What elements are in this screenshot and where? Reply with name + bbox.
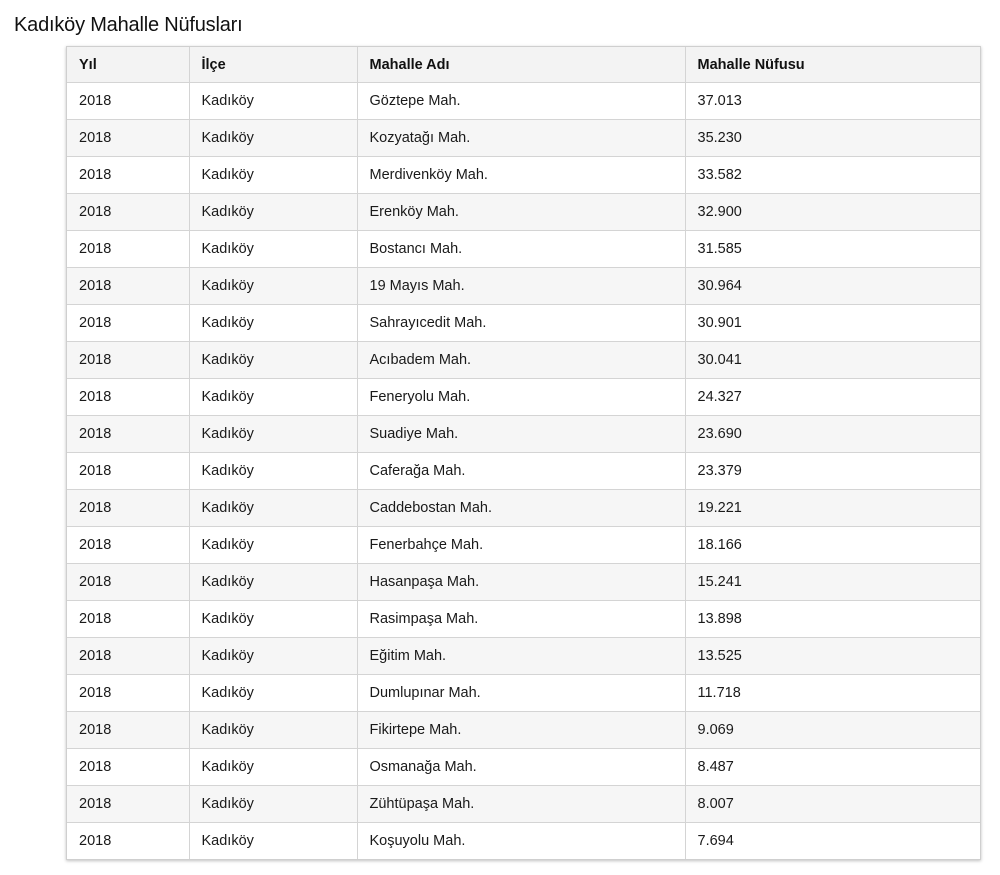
table-row xyxy=(67,305,980,342)
population-table xyxy=(67,47,980,859)
cell-population: 8.007 xyxy=(685,786,980,823)
table-row xyxy=(67,527,980,564)
cell-population: 11.718 xyxy=(685,675,980,712)
cell-year: 2018 xyxy=(67,305,189,342)
table-row xyxy=(67,120,980,157)
cell-neighborhood: Merdivenköy Mah. xyxy=(357,157,685,194)
cell-district: Kadıköy xyxy=(189,83,357,120)
cell-year: 2018 xyxy=(67,527,189,564)
cell-year: 2018 xyxy=(67,268,189,305)
column-header-population: Mahalle Nüfusu xyxy=(685,47,980,83)
cell-neighborhood: Eğitim Mah. xyxy=(357,638,685,675)
cell-neighborhood: Caddebostan Mah. xyxy=(357,490,685,527)
cell-population: 19.221 xyxy=(685,490,980,527)
cell-neighborhood: Rasimpaşa Mah. xyxy=(357,601,685,638)
table-row xyxy=(67,268,980,305)
cell-neighborhood: Göztepe Mah. xyxy=(357,83,685,120)
cell-district: Kadıköy xyxy=(189,194,357,231)
cell-population: 24.327 xyxy=(685,379,980,416)
table-row xyxy=(67,490,980,527)
cell-district: Kadıköy xyxy=(189,712,357,749)
table-row xyxy=(67,379,980,416)
cell-neighborhood: Dumlupınar Mah. xyxy=(357,675,685,712)
cell-district: Kadıköy xyxy=(189,786,357,823)
cell-population: 30.901 xyxy=(685,305,980,342)
table-row xyxy=(67,712,980,749)
cell-year: 2018 xyxy=(67,490,189,527)
cell-neighborhood: Osmanağa Mah. xyxy=(357,749,685,786)
table-row xyxy=(67,638,980,675)
cell-year: 2018 xyxy=(67,786,189,823)
cell-district: Kadıköy xyxy=(189,490,357,527)
cell-neighborhood: Hasanpaşa Mah. xyxy=(357,564,685,601)
cell-year: 2018 xyxy=(67,564,189,601)
cell-neighborhood: Sahrayıcedit Mah. xyxy=(357,305,685,342)
cell-district: Kadıköy xyxy=(189,823,357,860)
cell-district: Kadıköy xyxy=(189,342,357,379)
cell-district: Kadıköy xyxy=(189,453,357,490)
cell-population: 35.230 xyxy=(685,120,980,157)
table-row xyxy=(67,749,980,786)
cell-population: 23.379 xyxy=(685,453,980,490)
table-row xyxy=(67,231,980,268)
column-header-year: Yıl xyxy=(67,47,189,83)
cell-neighborhood: Bostancı Mah. xyxy=(357,231,685,268)
column-header-district: İlçe xyxy=(189,47,357,83)
cell-population: 37.013 xyxy=(685,83,980,120)
table-row xyxy=(67,823,980,860)
table-row xyxy=(67,675,980,712)
table-body xyxy=(67,83,980,860)
cell-year: 2018 xyxy=(67,231,189,268)
cell-year: 2018 xyxy=(67,749,189,786)
cell-neighborhood: Fikirtepe Mah. xyxy=(357,712,685,749)
table-row xyxy=(67,564,980,601)
cell-district: Kadıköy xyxy=(189,638,357,675)
cell-population: 30.964 xyxy=(685,268,980,305)
cell-population: 13.525 xyxy=(685,638,980,675)
table-row xyxy=(67,453,980,490)
cell-neighborhood: 19 Mayıs Mah. xyxy=(357,268,685,305)
cell-neighborhood: Kozyatağı Mah. xyxy=(357,120,685,157)
cell-neighborhood: Suadiye Mah. xyxy=(357,416,685,453)
cell-year: 2018 xyxy=(67,416,189,453)
table-row xyxy=(67,157,980,194)
cell-population: 31.585 xyxy=(685,231,980,268)
cell-neighborhood: Caferağa Mah. xyxy=(357,453,685,490)
cell-population: 13.898 xyxy=(685,601,980,638)
cell-year: 2018 xyxy=(67,342,189,379)
cell-year: 2018 xyxy=(67,823,189,860)
cell-district: Kadıköy xyxy=(189,120,357,157)
table-row xyxy=(67,601,980,638)
table-row xyxy=(67,342,980,379)
cell-population: 30.041 xyxy=(685,342,980,379)
cell-district: Kadıköy xyxy=(189,231,357,268)
cell-neighborhood: Zühtüpaşa Mah. xyxy=(357,786,685,823)
table-header-row xyxy=(67,47,980,83)
population-table-container xyxy=(66,46,981,860)
cell-year: 2018 xyxy=(67,601,189,638)
cell-neighborhood: Acıbadem Mah. xyxy=(357,342,685,379)
cell-neighborhood: Koşuyolu Mah. xyxy=(357,823,685,860)
cell-year: 2018 xyxy=(67,83,189,120)
table-row xyxy=(67,194,980,231)
cell-district: Kadıköy xyxy=(189,564,357,601)
table-row xyxy=(67,416,980,453)
table-row xyxy=(67,83,980,120)
cell-population: 32.900 xyxy=(685,194,980,231)
page-title: Kadıköy Mahalle Nüfusları xyxy=(14,14,243,36)
cell-year: 2018 xyxy=(67,638,189,675)
cell-neighborhood: Fenerbahçe Mah. xyxy=(357,527,685,564)
table-header xyxy=(67,47,980,83)
cell-year: 2018 xyxy=(67,194,189,231)
cell-district: Kadıköy xyxy=(189,379,357,416)
cell-population: 9.069 xyxy=(685,712,980,749)
cell-population: 7.694 xyxy=(697,833,734,849)
cell-year: 2018 xyxy=(67,120,189,157)
column-header-neighborhood: Mahalle Adı xyxy=(357,47,685,83)
cell-year: 2018 xyxy=(67,379,189,416)
cell-district: Kadıköy xyxy=(189,268,357,305)
cell-population: 33.582 xyxy=(685,157,980,194)
cell-district: Kadıköy xyxy=(189,675,357,712)
cell-district: Kadıköy xyxy=(189,157,357,194)
cell-population: 8.487 xyxy=(685,749,980,786)
cell-population: 18.166 xyxy=(685,527,980,564)
cell-population: 23.690 xyxy=(685,416,980,453)
cell-neighborhood: Erenköy Mah. xyxy=(357,194,685,231)
cell-population: 15.241 xyxy=(685,564,980,601)
cell-year: 2018 xyxy=(67,675,189,712)
cell-year: 2018 xyxy=(67,157,189,194)
cell-year: 2018 xyxy=(67,712,189,749)
cell-district: Kadıköy xyxy=(189,416,357,453)
cell-district: Kadıköy xyxy=(189,305,357,342)
cell-district: Kadıköy xyxy=(189,749,357,786)
cell-year: 2018 xyxy=(67,453,189,490)
cell-district: Kadıköy xyxy=(189,527,357,564)
cell-district: Kadıköy xyxy=(189,601,357,638)
cell-neighborhood: Feneryolu Mah. xyxy=(357,379,685,416)
table-row xyxy=(67,786,980,823)
